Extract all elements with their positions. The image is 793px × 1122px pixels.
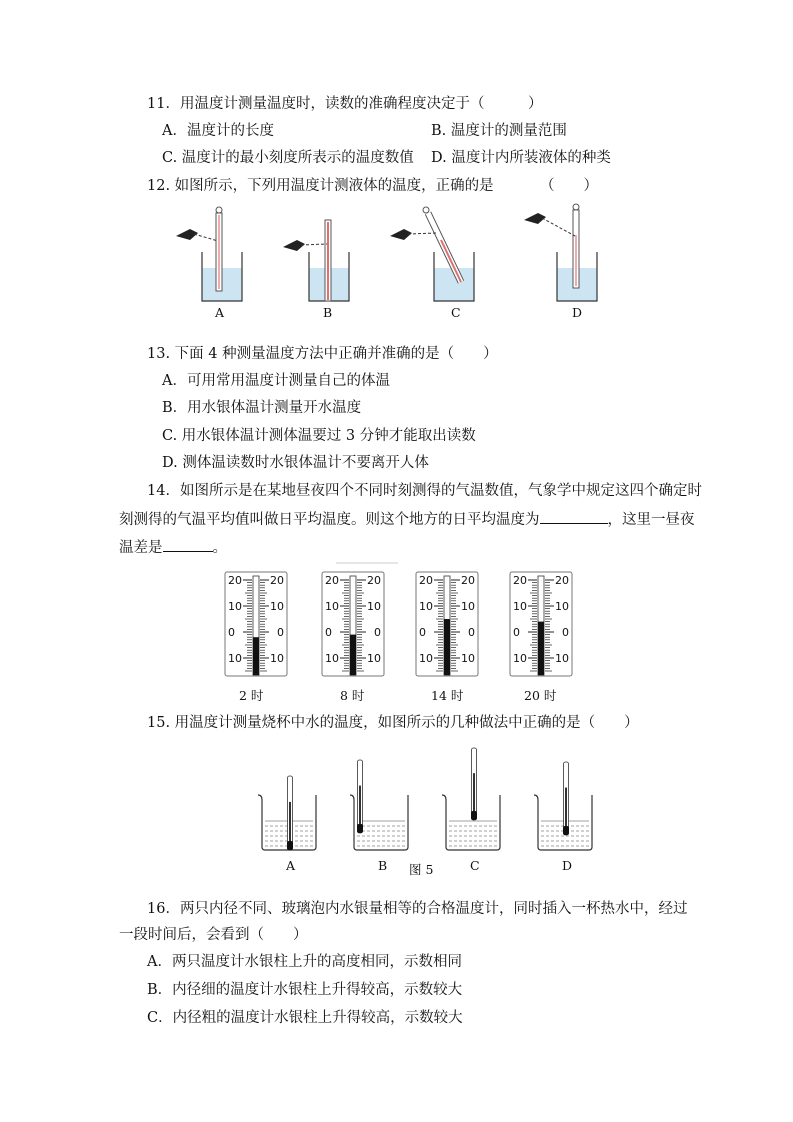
q11-option-a: A．温度计的长度: [162, 123, 274, 139]
scale-label: 10: [461, 600, 475, 613]
q12-figure: [176, 204, 597, 301]
scale-label: 20: [555, 574, 569, 587]
q16-line-1: 16．两只内径不同、玻璃泡内水银量相等的合格温度计，同时插入一杯热水中，经过: [147, 901, 688, 917]
thermometer: [510, 572, 572, 676]
scale-label: 0: [325, 626, 332, 639]
q12-option-b-diagram: [283, 220, 349, 301]
q14-line-1: 14．如图所示是在某地昼夜四个不同时刻测得的气温数值，气象学中规定这四个确定时: [147, 483, 702, 499]
q12-label-c: C: [451, 305, 461, 320]
q13-option-b: B．用水银体温计测量开水温度: [162, 400, 362, 416]
scale-label: 10: [419, 600, 433, 613]
scale-label: 10: [555, 600, 569, 613]
liquid-column: [444, 619, 450, 675]
beaker: [442, 748, 500, 850]
q13-option-d: D. 测体温读数时水银体温计不要离开人体: [162, 455, 429, 471]
scale-label: 0: [228, 626, 235, 639]
scale-label: 20: [228, 574, 242, 587]
q14-figure: [225, 563, 572, 676]
scale-label: 20: [270, 574, 284, 587]
q14-time-label-14: 14 时: [431, 688, 464, 703]
scale-label: 0: [562, 626, 569, 639]
beaker: [534, 762, 592, 850]
q12-option-c-diagram: [390, 207, 474, 301]
q12-label-a: A: [215, 305, 225, 320]
q15-figure-caption: 图 5: [409, 862, 434, 877]
q12-label-d: D: [572, 305, 583, 320]
q16-line-2: 一段时间后，会看到（ ）: [119, 927, 308, 943]
liquid-column: [538, 622, 544, 675]
q14-time-label-8: 8 时: [340, 688, 365, 703]
scale-label: 10: [228, 652, 242, 665]
q15-label-b: B: [378, 858, 388, 873]
q14-answer-blank-range[interactable]: [163, 537, 213, 552]
q15-label-c: C: [470, 858, 480, 873]
scale-label: 20: [419, 574, 433, 587]
scale-label: 20: [325, 574, 339, 587]
q14-line-2-text: 刻测得的气温平均值叫做日平均温度。则这个地方的日平均温度为: [119, 512, 540, 528]
eye-icon: [390, 229, 412, 240]
scale-label: 20: [461, 574, 475, 587]
q14-answer-blank-average[interactable]: [540, 509, 608, 524]
scale-label: 20: [513, 574, 527, 587]
scale-label: 10: [228, 600, 242, 613]
beaker: [350, 760, 408, 850]
q15-label-d: D: [562, 858, 573, 873]
q12-option-a-diagram: [176, 207, 242, 301]
thermometer-bulb: [357, 824, 363, 833]
thermometer-bulb: [563, 826, 569, 835]
thermometer: [225, 572, 287, 676]
scale-label: 10: [367, 600, 381, 613]
q14-line-2: [119, 509, 695, 530]
scale-label: 10: [270, 652, 284, 665]
q15-label-a: A: [286, 858, 296, 873]
liquid-column: [350, 635, 356, 675]
q14-time-label-20: 20 时: [524, 688, 557, 703]
scale-label: 0: [374, 626, 381, 639]
q16-option-c: C．内径粗的温度计水银柱上升得较高，示数较大: [147, 1010, 463, 1026]
q14-line-2-tail: ，这里一昼夜: [607, 512, 695, 528]
q12-stem: 12. 如图所示，下列用温度计测液体的温度，正确的是: [147, 178, 494, 194]
q14-line-3-text: 温差是: [119, 540, 163, 556]
scale-label: 10: [325, 652, 339, 665]
scale-label: 10: [513, 600, 527, 613]
scale-label: 0: [513, 626, 520, 639]
q16-option-b: B．内径细的温度计水银柱上升得较高，示数较大: [147, 982, 463, 998]
thermometer: [322, 572, 384, 676]
thermometer-bulb: [287, 841, 293, 850]
eye-icon: [283, 240, 305, 251]
scale-label: 10: [270, 600, 284, 613]
thermometer: [416, 572, 478, 676]
scale-label: 0: [277, 626, 284, 639]
thermometer-bulb: [471, 811, 477, 820]
scale-label: 10: [461, 652, 475, 665]
scale-label: 0: [468, 626, 475, 639]
q13-stem: 13. 下面 4 种测量温度方法中正确并准确的是（ ）: [147, 346, 498, 362]
q14-time-label-2: 2 时: [239, 688, 264, 703]
scale-label: 10: [325, 600, 339, 613]
scale-label: 20: [367, 574, 381, 587]
q15-stem: 15. 用温度计测量烧杯中水的温度，如图所示的几种做法中正确的是（ ）: [147, 715, 639, 731]
q13-option-a: A．可用常用温度计测量自己的体温: [162, 373, 390, 389]
scale-label: 10: [555, 652, 569, 665]
scale-label: 10: [513, 652, 527, 665]
q14-line-3-tail: 。: [212, 540, 227, 556]
q16-option-a: A．两只温度计水银柱上升的高度相同，示数相同: [147, 954, 462, 970]
q12-option-d-diagram: [524, 204, 597, 301]
q15-figure: [258, 748, 592, 850]
q11-option-d: D. 温度计内所装液体的种类: [431, 150, 611, 166]
q13-option-c: C. 用水银体温计测体温要过 3 分钟才能取出读数: [162, 428, 476, 444]
q14-line-3: [119, 537, 227, 558]
q12-label-b: B: [323, 305, 333, 320]
scale-label: 10: [419, 652, 433, 665]
q11-stem: 11．用温度计测量温度时，读数的准确程度决定于（ ）: [147, 96, 543, 112]
liquid-column: [253, 637, 259, 675]
beaker: [258, 776, 316, 850]
scale-label: 10: [367, 652, 381, 665]
q12-answer-paren: （ ）: [540, 178, 598, 194]
q11-option-b: B. 温度计的测量范围: [431, 123, 567, 139]
scale-label: 0: [419, 626, 426, 639]
q11-option-c: C. 温度计的最小刻度所表示的温度数值: [162, 150, 414, 166]
